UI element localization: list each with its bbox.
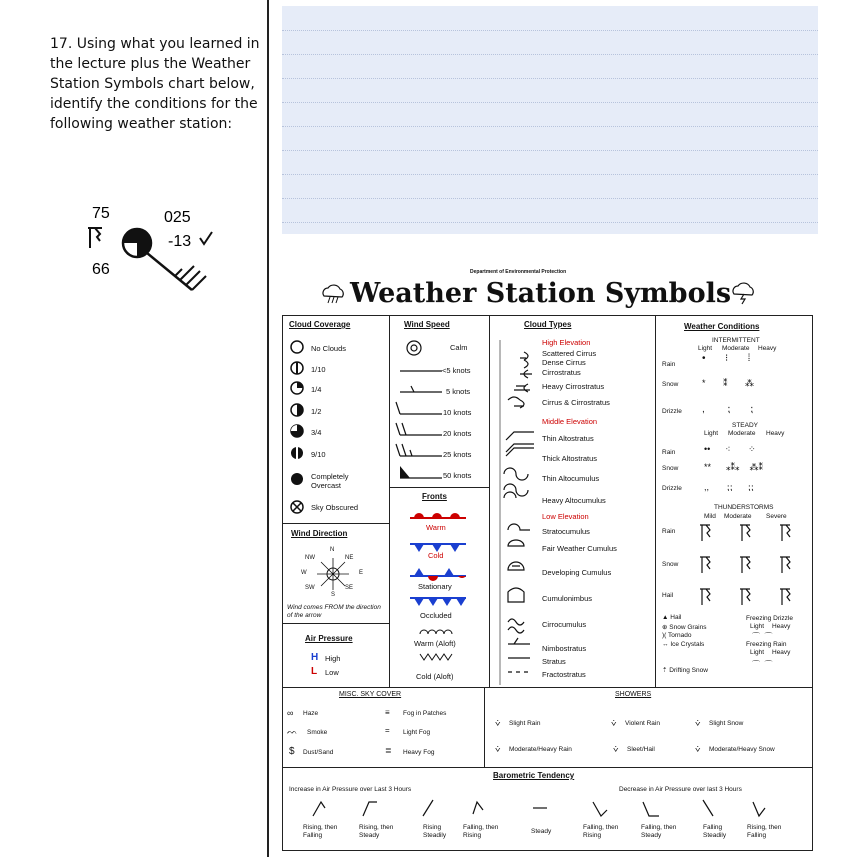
shower-icon: ⩒ (495, 718, 501, 728)
cloud-type-label: Stratus (542, 657, 566, 666)
shower-icon: ⩒ (695, 744, 701, 754)
lh-light: Light (750, 649, 765, 656)
shower-label: Slight Rain (509, 720, 541, 727)
cover-label: 3/4 (311, 428, 322, 437)
ts-mild: Mild (704, 513, 716, 520)
shower-icon: ⩒ (495, 744, 501, 754)
cover-label: 9/10 (311, 450, 326, 459)
cloud-type-label: Cirrocumulus (542, 620, 587, 629)
compass-nw: NW (305, 555, 315, 561)
lh-light: Light (750, 623, 765, 630)
low-label: Low (325, 668, 339, 677)
cloud-cover-symbols (289, 340, 305, 520)
weather-symbol: , ⁏ ⁏ (702, 404, 754, 415)
ts-severe: Severe (766, 513, 787, 520)
front-symbols (410, 506, 470, 686)
fronts-panel (389, 487, 491, 689)
compass-ne: NE (345, 555, 354, 561)
answer-line (282, 174, 818, 175)
tendency-label: Falling, then Steady (641, 824, 677, 839)
thunderstorm-symbols (690, 521, 810, 613)
freezing-drizzle-label: Freezing Drizzle (746, 615, 793, 622)
misc-sky-cover-panel (282, 687, 486, 769)
wind-speed-label: 10 knots (443, 408, 472, 417)
extra-label: ↔ Ice Crystals (662, 641, 705, 648)
misc-header: MISC. SKY COVER (339, 691, 402, 698)
compass-w: W (301, 570, 307, 576)
cloud-elevation-label: High Elevation (542, 338, 591, 347)
wind-speed-label: 20 knots (443, 429, 472, 438)
intensity-light: Light (704, 430, 719, 437)
answer-line (282, 222, 818, 223)
cloud-type-label: Nimbostratus (542, 644, 587, 653)
cover-label: 1/10 (311, 365, 326, 374)
cover-label: Completely Overcast (311, 472, 349, 490)
row-label-snow: Snow (662, 465, 679, 472)
shower-icon: ⩒ (611, 718, 617, 728)
heavy-fog-icon: ≣ (385, 746, 392, 755)
decrease-label: Decrease in Air Pressure over last 3 Hours (619, 786, 742, 793)
cloud-type-label: Cirrus & Cirrostratus (542, 398, 610, 407)
showers-panel (484, 687, 813, 769)
dust-icon: $ (289, 746, 295, 757)
cloud-type-symbols (494, 340, 540, 685)
freezing-rain-label: Freezing Rain (746, 641, 787, 648)
tendency-icon (200, 232, 212, 244)
cloud-type-label: Thin Altocumulus (542, 474, 600, 483)
weather-symbol: * ⁑ ⁂ (702, 378, 755, 388)
chart-title: Weather Station Symbols (350, 278, 732, 309)
shower-icon: ⩒ (695, 718, 701, 728)
shower-label: Moderate/Heavy Rain (509, 746, 572, 753)
haze-icon: ∞ (287, 708, 294, 718)
wind-speed-header: Wind Speed (404, 320, 450, 329)
answer-line (282, 150, 818, 151)
tendency-label: Steady (531, 828, 552, 835)
cloud-types-header: Cloud Types (524, 320, 572, 329)
cloud-elevation-label: Low Elevation (542, 512, 589, 521)
station-pressure-change: -13 (168, 233, 192, 250)
cloud-coverage-panel (282, 315, 391, 525)
wind-speed-label: 25 knots (443, 450, 472, 459)
extra-label: ▲ Hail (662, 614, 682, 621)
shower-label: Moderate/Heavy Snow (709, 746, 775, 753)
row-label-rain: Rain (662, 449, 676, 456)
wind-speed-label: <5 knots (442, 366, 471, 375)
front-label: Cold (Aloft) (416, 672, 454, 681)
tendency-label: Rising, then Falling (747, 824, 782, 839)
compass-sw: SW (305, 585, 315, 591)
weather-symbol: ⌒ ⌒ (752, 632, 773, 641)
column-divider (267, 0, 269, 857)
answer-line (282, 54, 818, 55)
cloud-types-panel (489, 315, 656, 689)
row-label-snow: Snow (662, 381, 679, 388)
intensity-heavy: Heavy (758, 345, 777, 352)
answer-field[interactable] (282, 6, 818, 234)
barometric-header: Barometric Tendency (493, 771, 575, 780)
ts-row-hail: Hail (662, 592, 674, 599)
cover-label: 1/2 (311, 407, 322, 416)
extra-label: ⇡ Drifting Snow (662, 667, 708, 674)
ts-row-snow: Snow (662, 561, 679, 568)
cloud-cover-icon (123, 229, 151, 257)
increase-label: Increase in Air Pressure over Last 3 Hours (289, 786, 412, 793)
tendency-symbols (283, 796, 812, 822)
low-symbol: L (311, 666, 318, 677)
compass-e: E (359, 570, 364, 576)
wind-direction-panel (282, 523, 391, 625)
wind-speed-panel (389, 315, 491, 489)
weather-symbol: ,, ⁏⁏ ⁏⁏ (704, 482, 754, 492)
wind-speed-label: 50 knots (443, 471, 472, 480)
shower-label: Sleet/Hail (627, 746, 655, 753)
barometric-panel (282, 767, 813, 851)
cloud-type-label: Stratocumulus (542, 527, 590, 536)
station-model (80, 200, 230, 330)
compass-se: SE (345, 585, 354, 591)
misc-label: Fog in Patches (403, 710, 447, 717)
smoke-icon: ᨓ (287, 726, 298, 736)
cloud-type-label: Cumulonimbus (542, 594, 593, 603)
fronts-header: Fronts (422, 492, 447, 501)
high-label: High (325, 654, 341, 663)
cloud-type-label: Thin Altostratus (542, 434, 594, 443)
lh-heavy: Heavy (772, 623, 791, 630)
ts-row-rain: Rain (662, 528, 676, 535)
cloud-type-label: Heavy Cirrostratus (542, 382, 605, 391)
steady-label: STEADY (732, 422, 759, 429)
misc-label: Heavy Fog (403, 749, 435, 756)
cloud-type-label: Fair Weather Cumulus (542, 544, 617, 553)
intermittent-label: INTERMITTENT (712, 337, 760, 344)
intensity-heavy: Heavy (766, 430, 785, 437)
tendency-label: Rising Steadily (423, 824, 447, 839)
cloud-type-label: Thick Altostratus (542, 454, 598, 463)
shower-label: Violent Rain (625, 720, 660, 727)
weather-conditions-header: Weather Conditions (684, 322, 760, 331)
cloud-icon (318, 282, 348, 306)
front-label: Occluded (420, 611, 452, 620)
wind-speed-label: 5 knots (446, 387, 471, 396)
answer-line (282, 102, 818, 103)
cloud-type-label: Dense Cirrus (542, 358, 586, 367)
wind-direction-header: Wind Direction (291, 529, 348, 538)
tendency-label: Falling, then Rising (463, 824, 499, 839)
answer-line (282, 198, 818, 199)
extra-label: ⊕ Snow Grains (662, 624, 707, 631)
cover-label: No Clouds (311, 344, 347, 353)
wind-barb-icon (147, 253, 206, 290)
intensity-moderate: Moderate (728, 430, 756, 437)
misc-label: Dust/Sand (303, 749, 334, 756)
compass-s: S (331, 592, 336, 598)
cloud-coverage-header: Cloud Coverage (289, 320, 351, 329)
weather-symbol: • ⁝ ⁞ (702, 353, 751, 364)
ts-moderate: Moderate (724, 513, 752, 520)
compass-n: N (330, 547, 335, 553)
cloud-type-label: Developing Cumulus (542, 568, 612, 577)
intensity-moderate: Moderate (722, 345, 750, 352)
row-label-drizzle: Drizzle (662, 408, 682, 415)
fog-patches-icon: ≡ (385, 708, 390, 717)
cloud-lightning-icon (728, 280, 758, 306)
wind-speed-symbols (394, 338, 450, 488)
air-pressure-header: Air Pressure (305, 634, 353, 643)
answer-line (282, 30, 818, 31)
misc-label: Light Fog (403, 729, 431, 736)
shower-label: Slight Snow (709, 720, 744, 727)
department-label: Department of Environmental Protection (470, 269, 567, 275)
cloud-elevation-label: Middle Elevation (542, 417, 598, 426)
tendency-label: Rising, then Steady (359, 824, 394, 839)
light-fog-icon: = (385, 726, 390, 735)
row-label-drizzle: Drizzle (662, 485, 682, 492)
weather-symbol: ⌒ ⌒ (752, 660, 773, 669)
wind-direction-note: Wind comes FROM the direction of the arrow (287, 604, 381, 619)
station-pressure: 025 (164, 209, 191, 226)
cloud-type-label: Fractostratus (542, 670, 586, 679)
cloud-type-label: Scattered Cirrus (542, 349, 597, 358)
extra-label: )( Tornado (662, 632, 692, 639)
row-label-rain: Rain (662, 361, 676, 368)
weather-conditions-panel (655, 315, 813, 689)
lh-heavy: Heavy (772, 649, 791, 656)
question-text: 17. Using what you learned in the lecture plus the Weather Station Symbols chart below, identify the conditions for the following weather station: (50, 36, 260, 132)
thunderstorm-icon (88, 228, 102, 248)
weather-symbol: •• ⁖ ⁘ (704, 444, 756, 454)
front-label: Warm (426, 523, 446, 532)
cloud-type-label: Cirrostratus (542, 368, 581, 377)
high-symbol: H (311, 652, 319, 663)
front-label: Stationary (418, 582, 452, 591)
station-temperature: 75 (92, 205, 110, 222)
intensity-light: Light (698, 345, 713, 352)
tendency-label: Falling, then Rising (583, 824, 619, 839)
weather-symbol: ** ⁎⁑⁎ ⁂⁑ (704, 462, 764, 472)
thunderstorms-label: THUNDERSTORMS (714, 504, 774, 511)
tendency-label: Rising, then Falling (303, 824, 338, 839)
tendency-label: Falling Steadily (703, 824, 727, 839)
station-dewpoint: 66 (92, 261, 110, 278)
front-label: Cold (428, 551, 444, 560)
air-pressure-panel (282, 623, 391, 689)
cover-label: 1/4 (311, 385, 322, 394)
cover-label: Sky Obscured (311, 503, 359, 512)
misc-label: Haze (303, 710, 319, 717)
cloud-type-label: Heavy Altocumulus (542, 496, 606, 505)
wind-speed-label: Calm (450, 343, 468, 352)
answer-line (282, 78, 818, 79)
front-label: Warm (Aloft) (414, 639, 456, 648)
showers-header: SHOWERS (615, 691, 652, 698)
shower-icon: ⩒ (613, 744, 619, 754)
answer-line (282, 126, 818, 127)
misc-label: Smoke (307, 729, 328, 736)
